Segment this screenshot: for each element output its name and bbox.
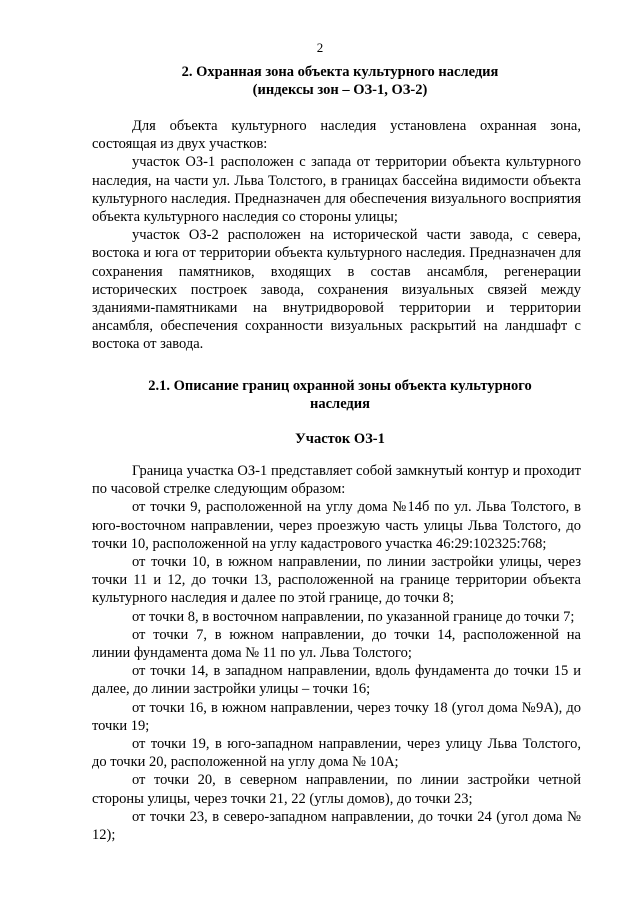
- subsection-heading-line-2: наследия: [310, 395, 370, 412]
- intro-paragraph: Для объекта культурного наследия установлена охранная зона, состоящая из двух участков:: [92, 118, 581, 153]
- subsection-heading-line-1: 2.1. Описание границ охранной зоны объекта культурного: [148, 378, 532, 394]
- boundary-paragraph: от точки 20, в северном направлении, по линии застройки четной стороны улицы, через точки 21, 22 (углы домов), до точки 23;: [92, 772, 581, 807]
- intro-block: [92, 117, 581, 354]
- intro-paragraph: участок ОЗ-2 расположен на исторической части завода, с севера, востока и юга от территории объекта культурного наследия. Предназначен для сохранения памятников, входящих в состав ансамбля, регенерации исторических построек завода, сохранения визуальных связей между зданиями-памятниками на внутридворовой территории и территории ансамбля, обеспечения сохранности визуальных раскрытий на ландшафт с востока от завода.: [92, 227, 581, 353]
- page-number: 2: [316, 40, 324, 55]
- boundary-paragraph: от точки 14, в западном направлении, вдоль фундамента до точки 15 и далее, до линии застройки улицы – точки 16;: [92, 663, 581, 698]
- boundary-paragraph: от точки 16, в южном направлении, через точку 18 (угол дома №9А), до точки 19;: [92, 699, 581, 734]
- section-heading-line-1: 2. Охранная зона объекта культурного наследия: [181, 64, 499, 80]
- boundary-paragraph: от точки 8, в восточном направлении, по указанной границе до точки 7;: [132, 608, 575, 625]
- boundary-paragraph: Граница участка ОЗ-1 представляет собой замкнутый контур и проходит по часовой стрелке следующим образом:: [92, 463, 581, 498]
- boundary-paragraph: от точки 7, в южном направлении, до точки 14, расположенной на линии фундамента дома № 11 по ул. Льва Толстого;: [92, 626, 581, 662]
- subsection-heading: [80, 378, 600, 413]
- intro-paragraph: участок ОЗ-1 расположен с запада от территории объекта культурного наследия, на части ул. Льва Толстого, в границах бассейна видимости объекта культурного наследия. Предназначен для обеспечения визуального восприятия объекта культурного наследия со стороны улицы;: [92, 154, 581, 226]
- boundary-paragraph: от точки 19, в юго-западном направлении, через улицу Льва Толстого, до точки 20, расположенной на углу дома № 10А;: [92, 736, 581, 771]
- section-heading: [80, 64, 600, 99]
- plot-heading: Участок ОЗ-1: [295, 431, 385, 447]
- boundary-paragraph: от точки 10, в южном направлении, по линии застройки улицы, через точки 11 и 12, до точки 13, расположенной на границе территории объекта культурного наследия и далее по этой границе, до точки 8;: [92, 554, 581, 607]
- boundary-description: [92, 462, 581, 844]
- section-heading-line-2: (индексы зон – ОЗ-1, ОЗ-2): [252, 81, 428, 98]
- boundary-paragraph: от точки 23, в северо-западном направлении, до точки 24 (угол дома № 12);: [92, 808, 581, 844]
- boundary-paragraph: от точки 9, расположенной на углу дома №14б по ул. Льва Толстого, в юго-восточном направлении, через проезжую часть улицы Льва Толстого, до точки 10, расположенной на углу кадастрового участка 46:29:102325:768;: [92, 499, 581, 552]
